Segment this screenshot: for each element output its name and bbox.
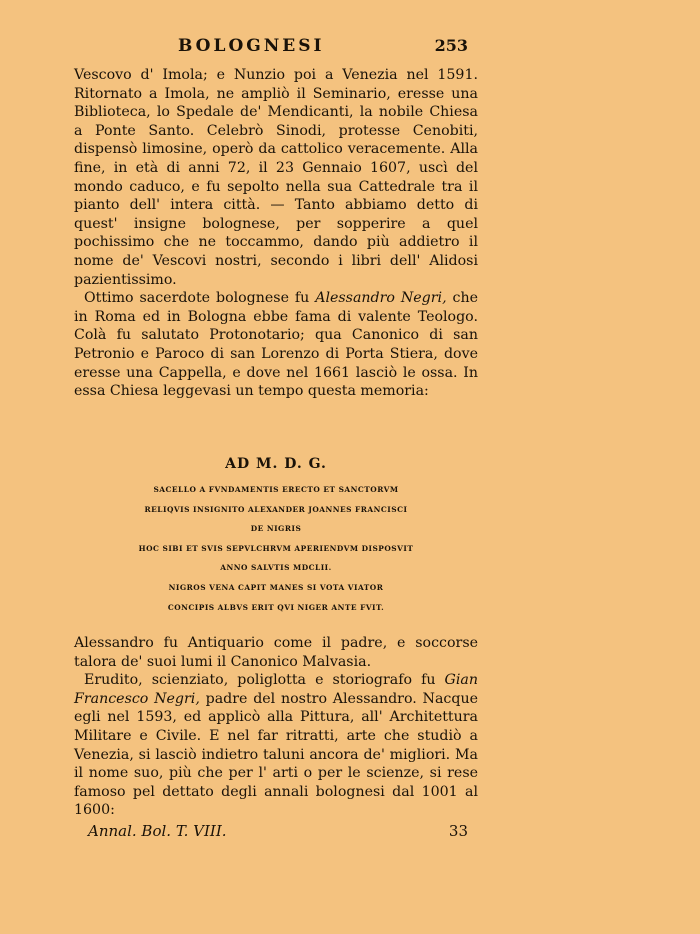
inscription-line: RELIQVIS INSIGNITO ALEXANDER JOANNES FRANCISCI [144,504,408,514]
running-title: BOLOGNESI [178,36,325,56]
paragraph-2-after: che in Roma ed in Bologna ebbe fama di valente Teologo. Colà fu salutato Protonotario; qua Canonico di san Petronio e Paroco di san Lorenzo di Porta Stiera, dove eresse una Cappella, e dove nel 1661 lasciò le ossa. In essa Chiesa leggevasi un tempo questa memoria: [74,290,478,400]
paragraph-4-before: Erudito, scienziato, poliglotta e storiografo fu [84,672,445,689]
inscription-heading: AD M. D. G. [225,456,327,472]
page-header [178,36,468,56]
person-name-gian-francesco: Gian Francesco Negri, [74,672,478,707]
paragraph-2-before: Ottimo sacerdote bolognese fu [84,290,316,307]
paragraph-4 [74,671,478,820]
inscription-line: ANNO SALVTIS MDCLII. [220,563,332,573]
signature-mark: Annal. Bol. T. VIII. [88,822,227,840]
main-text-continued [74,634,478,820]
page-footer [88,822,468,840]
paragraph-1: Vescovo d' Imola; e Nunzio poi a Venezia nel 1591. Ritornato a Imola, ne ampliò il Seminario, eresse una Biblioteca, lo Spedale de' Mendicanti, la nobile Chiesa a Ponte Santo. Celebrò Sinodi, protesse Cenobiti, dispensò limosine, operò da cattolico veracemente. Alla fine, in età di anni 72, il 23 Gennaio 1607, uscì del mondo caduco, e fu sepolto nella sua Cattedrale tra il pianto dell' intera città. — Tanto abbiamo detto di quest' insigne bolognese, per sopperire a quel pochissimo che ne toccammo, dando più addietro il nome de' Vescovi nostri, secondo i libri dell' Alidosi pazientissimo. [74,67,478,288]
main-text [74,66,478,401]
inscription-line: CONCIPIS ALBVS ERIT QVI NIGER ANTE FVIT. [167,602,385,612]
paragraph-3: Alessandro fu Antiquario come il padre, e soccorse talora de' suoi lumi il Canonico Malvasia. [74,635,478,670]
person-name-alessandro: Alessandro Negri, [315,290,447,307]
sheet-number: 33 [448,822,468,840]
page-number: 253 [434,36,468,55]
inscription [74,456,478,617]
paragraph-4-after: padre del nostro Alessandro. Nacque egli nel 1593, ed applicò alla Pittura, all' Architettura Militare e Civile. E nel far ritratti, arte che studiò a Venezia, si lasciò indietro taluni ancora de' migliori. Ma il nome suo, più che per l' arti o per le scienze, si rese famoso pel dettato degli annali bolognesi dal 1001 al 1600: [74,690,478,819]
inscription-line: DE NIGRIS [250,524,302,534]
inscription-line: SACELLO A FVNDAMENTIS ERECTO ET SANCTORVM [153,485,399,494]
inscription-line: HOC SIBI ET SVIS SEPVLCHRVM APERIENDVM DISPOSVIT [138,543,414,553]
inscription-line: NIGROS VENA CAPIT MANES SI VOTA VIATOR [168,582,384,592]
paragraph-2 [74,289,478,401]
